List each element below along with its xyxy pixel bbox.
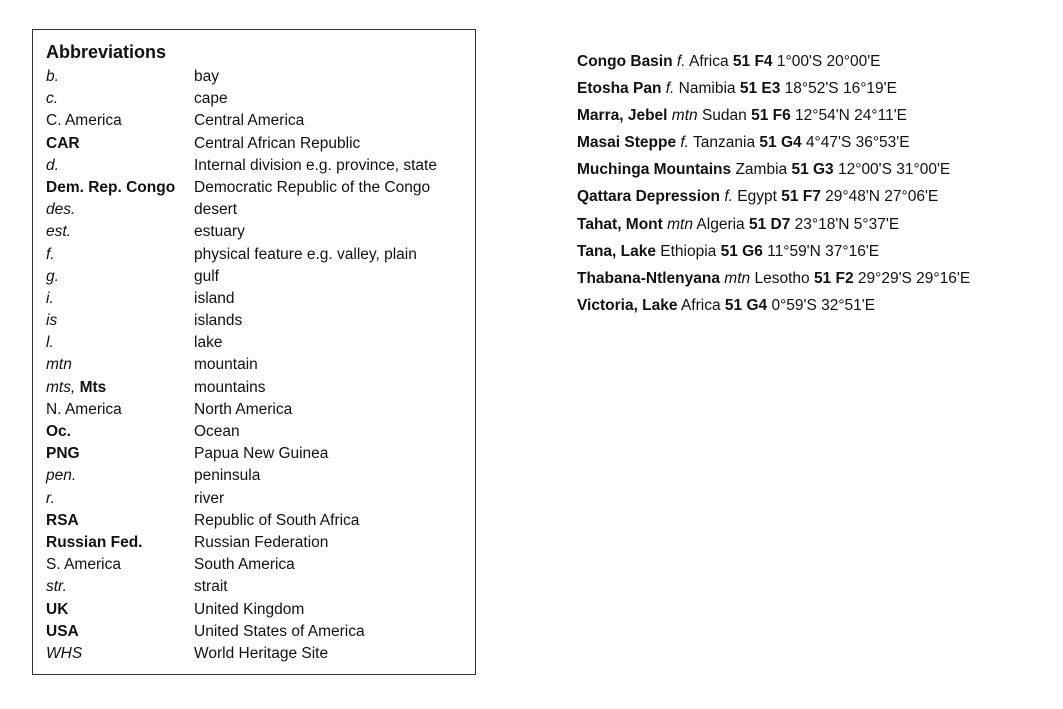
gazetteer-entry (577, 265, 1047, 292)
abbreviation-row (46, 266, 471, 288)
abbreviation-term: f. (46, 245, 55, 263)
abbreviation-meaning: World Heritage Site (194, 644, 329, 662)
abbreviation-term: b. (46, 68, 59, 85)
abbreviation-row (46, 510, 471, 532)
abbreviation-term: d. (46, 156, 59, 174)
place-name: Thabana-Ntlenyana (577, 269, 720, 287)
coordinates: 1°00'S 20°00'E (776, 53, 881, 70)
abbreviation-meaning: mountains (194, 378, 266, 396)
grid-reference: 51 E3 (739, 80, 781, 98)
place-name: Etosha Pan (577, 80, 662, 98)
abbreviation-term: str. (46, 578, 67, 596)
abbreviation-term: Russian Fed. (46, 533, 143, 551)
abbreviation-term: WHS (46, 644, 83, 662)
abbreviation-meaning: United States of America (194, 622, 365, 640)
abbreviation-row (46, 599, 471, 621)
abbreviation-meaning: desert (194, 201, 238, 219)
abbreviation-meaning: lake (194, 334, 223, 352)
coordinates: 0°59'S 32°51'E (771, 296, 876, 314)
coordinates: 4°47'S 36°53'E (805, 134, 910, 152)
abbreviation-term: Dem. Rep. Congo (46, 178, 176, 196)
coordinates: 12°54'N 24°11'E (795, 107, 907, 125)
abbreviation-term: Oc. (46, 423, 71, 440)
feature-code: f. (665, 80, 675, 98)
grid-reference: 51 G6 (720, 242, 763, 260)
country-name: Lesotho (754, 269, 810, 287)
abbreviation-row (46, 443, 471, 465)
abbreviation-term: N. America (46, 400, 122, 418)
coordinates: 29°48'N 27°06'E (825, 188, 939, 206)
abbreviation-row (46, 177, 471, 199)
gazetteer-entry (577, 129, 1047, 156)
abbreviation-meaning: estuary (194, 223, 245, 241)
place-name: Masai Steppe (577, 134, 677, 152)
abbreviation-row (46, 488, 471, 510)
abbreviation-row (46, 88, 471, 110)
feature-code: f. (676, 53, 686, 70)
abbreviation-meaning: peninsula (194, 467, 261, 485)
place-name: Qattara Depression (577, 188, 720, 206)
place-name: Marra, Jebel (577, 107, 668, 125)
abbreviation-row (46, 576, 471, 598)
gazetteer-list (577, 48, 1047, 319)
gazetteer-entry (577, 238, 1047, 265)
country-name: Namibia (678, 80, 736, 98)
feature-code: mtn (667, 215, 693, 233)
abbreviation-term: l. (46, 334, 54, 352)
coordinates: 11°59'N 37°16'E (767, 242, 880, 260)
coordinates: 23°18'N 5°37'E (794, 215, 900, 233)
grid-reference: 51 D7 (748, 215, 791, 233)
gazetteer-entry (577, 48, 1047, 75)
abbreviation-row (46, 399, 471, 421)
abbreviation-row (46, 421, 471, 443)
abbreviation-meaning: South America (194, 556, 295, 574)
abbreviation-meaning: Republic of South Africa (194, 511, 360, 529)
grid-reference: 51 G3 (791, 161, 834, 179)
abbreviation-term: c. (46, 90, 59, 108)
abbreviation-term: pen. (46, 467, 77, 485)
abbreviation-row (46, 354, 471, 376)
country-name: Algeria (696, 215, 745, 233)
abbreviation-meaning: bay (194, 68, 219, 85)
grid-reference: 51 G4 (724, 296, 768, 314)
abbreviation-term: i. (46, 289, 54, 307)
abbreviation-term: RSA (46, 511, 79, 529)
abbreviation-row (46, 133, 471, 155)
abbreviation-term: est. (46, 223, 71, 241)
abbreviation-term: mtn (46, 356, 72, 374)
grid-reference: 51 G4 (759, 134, 802, 152)
abbreviation-row (46, 332, 471, 354)
gazetteer-entry (577, 75, 1047, 102)
abbreviation-meaning: Central African Republic (194, 134, 361, 152)
abbreviation-row (46, 532, 471, 554)
abbreviation-meaning: Ocean (194, 423, 240, 440)
abbreviation-meaning: strait (194, 578, 228, 596)
feature-code: mtn (671, 107, 698, 125)
abbreviations-list (46, 66, 471, 665)
feature-code: f. (724, 188, 733, 206)
gazetteer-entry (577, 102, 1047, 129)
coordinates: 29°29'S 29°16'E (857, 269, 971, 287)
grid-reference: 51 F7 (781, 188, 821, 206)
abbreviation-term: UK (46, 600, 69, 618)
place-name: Tahat, Mont (577, 215, 663, 233)
abbreviation-meaning: river (194, 489, 225, 507)
abbreviation-meaning: Internal division e.g. province, state (194, 156, 437, 174)
coordinates: 18°52'S 16°19'E (784, 80, 897, 98)
country-name: Africa (688, 53, 729, 70)
country-name: Africa (680, 296, 721, 314)
abbreviation-row (46, 465, 471, 487)
abbreviation-meaning: Russian Federation (194, 533, 329, 551)
abbreviation-meaning: gulf (194, 267, 219, 285)
abbreviation-row (46, 110, 471, 132)
abbreviations-title: Abbreviations (46, 42, 167, 62)
grid-reference: 51 F2 (813, 269, 854, 287)
gazetteer-entry (577, 183, 1047, 210)
gazetteer-entry (577, 211, 1047, 238)
abbreviation-row (46, 66, 471, 88)
country-name: Sudan (701, 107, 747, 125)
abbreviation-row (46, 377, 471, 399)
abbreviation-meaning: mountain (194, 356, 258, 374)
abbreviation-term: mts, Mts (46, 378, 107, 396)
abbreviations-panel (32, 29, 476, 675)
abbreviation-term: C. America (46, 112, 122, 130)
abbreviation-meaning: islands (194, 312, 243, 330)
abbreviation-term: g. (46, 267, 59, 285)
abbreviation-meaning: Democratic Republic of the Congo (194, 178, 431, 196)
abbreviation-row (46, 244, 471, 266)
abbreviation-meaning: island (194, 289, 235, 307)
abbreviation-row (46, 554, 471, 576)
country-name: Tanzania (693, 134, 756, 152)
place-name: Victoria, Lake (577, 296, 678, 314)
abbreviation-term: r. (46, 489, 55, 507)
grid-reference: 51 F4 (732, 53, 773, 70)
gazetteer-entry (577, 292, 1047, 319)
country-name: Zambia (735, 161, 788, 179)
gazetteer-entry (577, 156, 1047, 183)
place-name: Congo Basin (577, 53, 673, 70)
abbreviation-term: des. (46, 201, 76, 219)
coordinates: 12°00'S 31°00'E (838, 161, 951, 179)
abbreviation-row (46, 199, 471, 221)
abbreviation-meaning: physical feature e.g. valley, plain (194, 245, 417, 263)
abbreviation-term: USA (46, 622, 79, 640)
abbreviation-meaning: North America (194, 400, 293, 418)
abbreviation-term: S. America (46, 556, 121, 574)
abbreviation-meaning: United Kingdom (194, 600, 305, 618)
grid-reference: 51 F6 (751, 107, 791, 125)
feature-code: mtn (724, 269, 751, 287)
abbreviation-meaning: Papua New Guinea (194, 445, 329, 463)
abbreviation-meaning: cape (194, 90, 228, 108)
abbreviation-term: is (46, 312, 58, 330)
place-name: Tana, Lake (577, 242, 656, 260)
abbreviation-row (46, 621, 471, 643)
abbreviation-row (46, 310, 471, 332)
place-name: Muchinga Mountains (577, 161, 732, 179)
abbreviation-row (46, 288, 471, 310)
feature-code: f. (680, 134, 689, 152)
abbreviation-row (46, 221, 471, 243)
abbreviation-meaning: Central America (194, 112, 305, 130)
abbreviation-row (46, 643, 471, 665)
abbreviation-term: PNG (46, 445, 80, 463)
abbreviation-term: CAR (46, 134, 80, 152)
country-name: Egypt (737, 188, 777, 206)
country-name: Ethiopia (660, 242, 717, 260)
abbreviation-row (46, 155, 471, 177)
